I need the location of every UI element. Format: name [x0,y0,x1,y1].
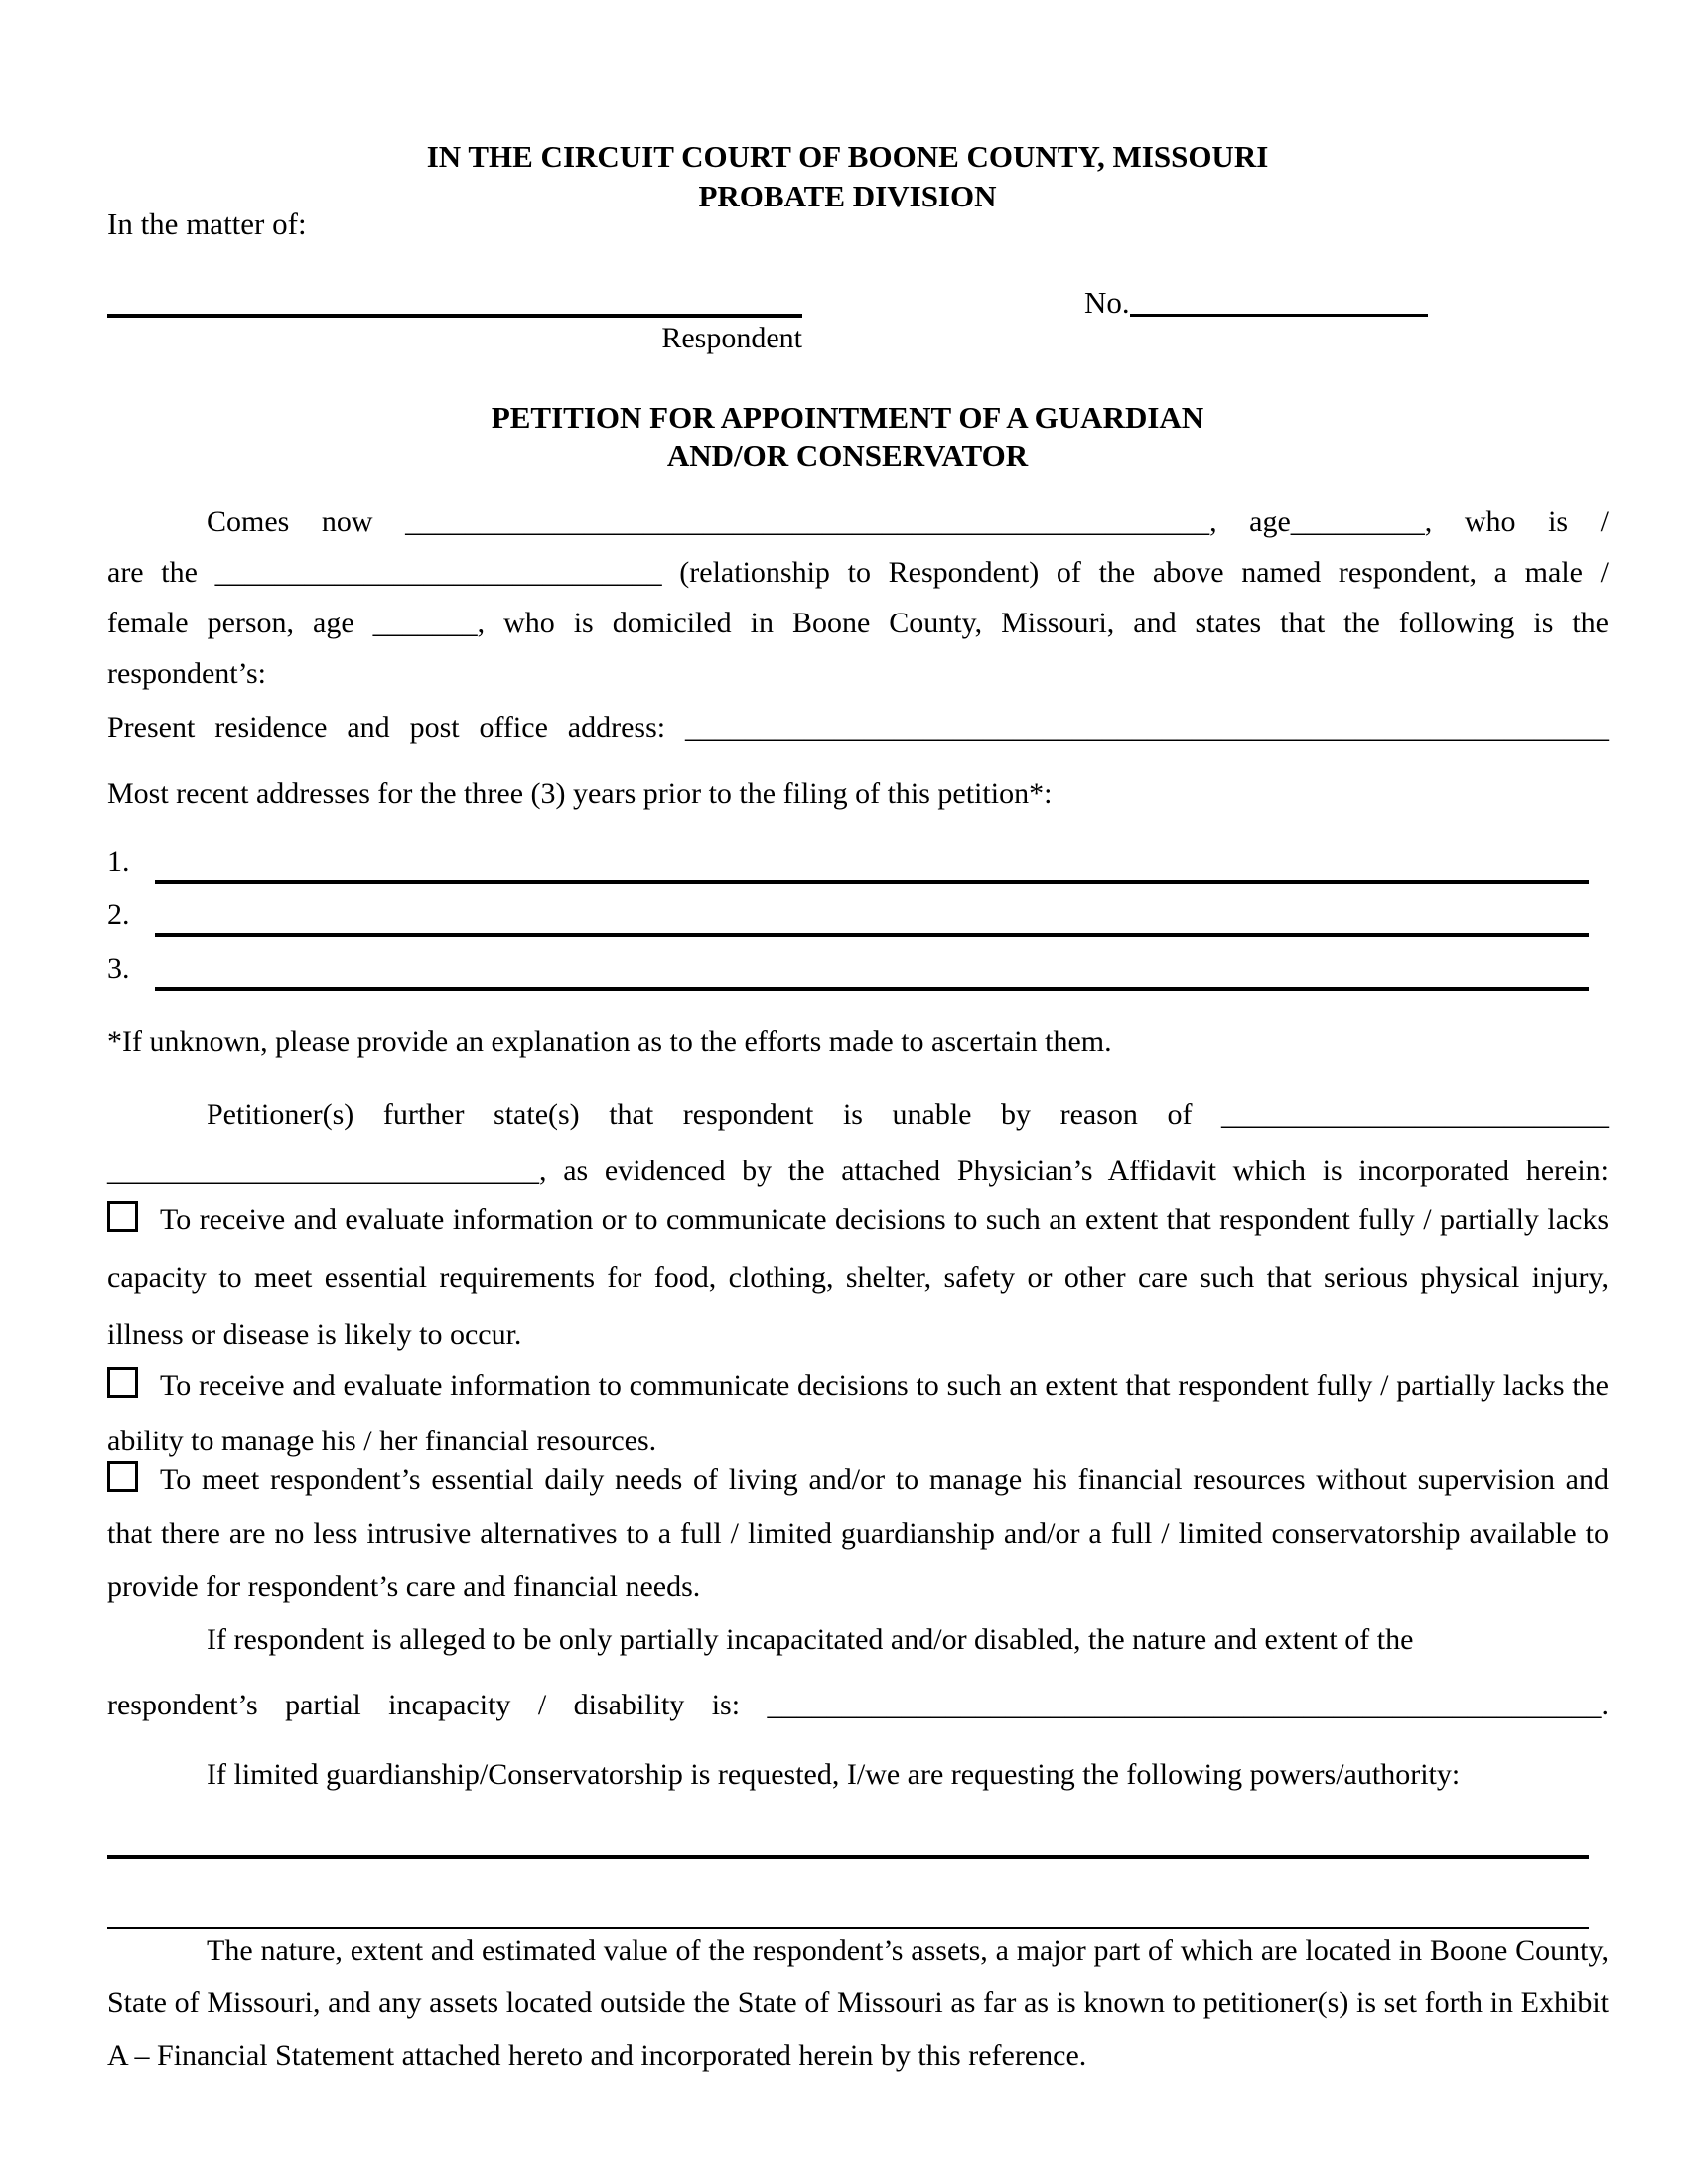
unknown-addresses-footnote: *If unknown, please provide an explanation as to the efforts made to ascertain them. [107,1025,1112,1058]
intro-line-2: are the ______________________________ (relationship to Respondent) of the above named respondent, a male / [107,556,1609,589]
assets-paragraph: The nature, extent and estimated value of the respondent’s assets, a major part of which are located in Boone County, State of Missouri, and any assets located outside the State of Missouri as far as is known to petitioner(s) is set forth in Exhibit A – Financial Statement attached hereto and incorporated herein by this reference. [107,1934,1609,2072]
incapacity-statement-line-1: Petitioner(s) further state(s) that respondent is unable by reason of __________________________ [207,1098,1609,1131]
address-line-2[interactable] [155,893,1589,937]
checkbox-2[interactable] [107,1367,138,1398]
checkbox-1-label: To receive and evaluate information or to communicate decisions to such an extent that respondent fully / partially lacks capacity to meet essential requirements for food, clothing, shelter, safety or other care such that serious physical injury, illness or disease is likely to occur. [107,1203,1609,1351]
court-division: PROBATE DIVISION [698,179,997,213]
checkbox-3-label: To meet respondent’s essential daily needs of living and/or to manage his financial resources without supervision and that there are no less intrusive alternatives to a full / limited guardianship and/or a full / limited conservatorship available to provide for respondent’s care and financial needs. [107,1463,1609,1603]
address-line-3[interactable] [155,947,1589,991]
powers-line-1[interactable] [107,1855,1589,1859]
address-line-1[interactable] [155,840,1589,884]
checkbox-1[interactable] [107,1201,138,1232]
address-row-2 [107,893,1589,937]
recent-addresses-heading: Most recent addresses for the three (3) years prior to the filing of this petition*: [107,777,1053,810]
title-line-1: PETITION FOR APPOINTMENT OF A GUARDIAN [491,400,1204,435]
respondent-name-line[interactable] [107,314,802,318]
address-number-2: 2. [107,898,130,931]
intro-line-3: female person, age _______, who is domiciled in Boone County, Missouri, and states that the following is the [107,607,1609,639]
in-matter-of-label: In the matter of: [107,206,307,241]
address-number-1: 1. [107,845,130,878]
checkbox-3[interactable] [107,1461,138,1492]
limited-request-line: If limited guardianship/Conservatorship is requested, I/we are requesting the following powers/authority: [207,1758,1461,1791]
present-residence-line[interactable]: Present residence and post office address: ______________________________________________________________ [107,711,1609,744]
address-number-3: 3. [107,952,130,985]
title-line-2: AND/OR CONSERVATOR [666,438,1029,473]
case-number-block [1084,284,1428,321]
intro-line-4: respondent’s: [107,657,266,690]
checkbox-2-label: To receive and evaluate information to communicate decisions to such an extent that respondent fully / partially lacks the ability to manage his / her financial resources. [107,1369,1609,1457]
court-header [0,137,1695,216]
checkbox-item-1 [107,1191,1609,1364]
respondent-label: Respondent [661,322,802,354]
address-row-1 [107,840,1589,884]
incapacity-statement-line-2: _____________________________, as evidenced by the attached Physician’s Affidavit which is incorporated herein: [107,1155,1609,1187]
checkbox-item-3 [107,1453,1609,1614]
case-no-label: No. [1084,285,1130,320]
incapacity-statement [107,1086,1609,1199]
address-row-3 [107,947,1589,991]
document-title [0,399,1695,475]
case-number-line[interactable] [1130,284,1428,317]
intro-line-1: Comes now ______________________________________________________, age_________, who is / [207,505,1609,538]
partial-incapacity-line-2[interactable]: respondent’s partial incapacity / disability is: ________________________________________________________. [107,1689,1609,1721]
partial-incapacity-line-1: If respondent is alleged to be only partially incapacitated and/or disabled, the nature and extent of the [207,1623,1414,1656]
court-name: IN THE CIRCUIT COURT OF BOONE COUNTY, MISSOURI [426,139,1269,174]
intro-paragraph [107,496,1609,699]
